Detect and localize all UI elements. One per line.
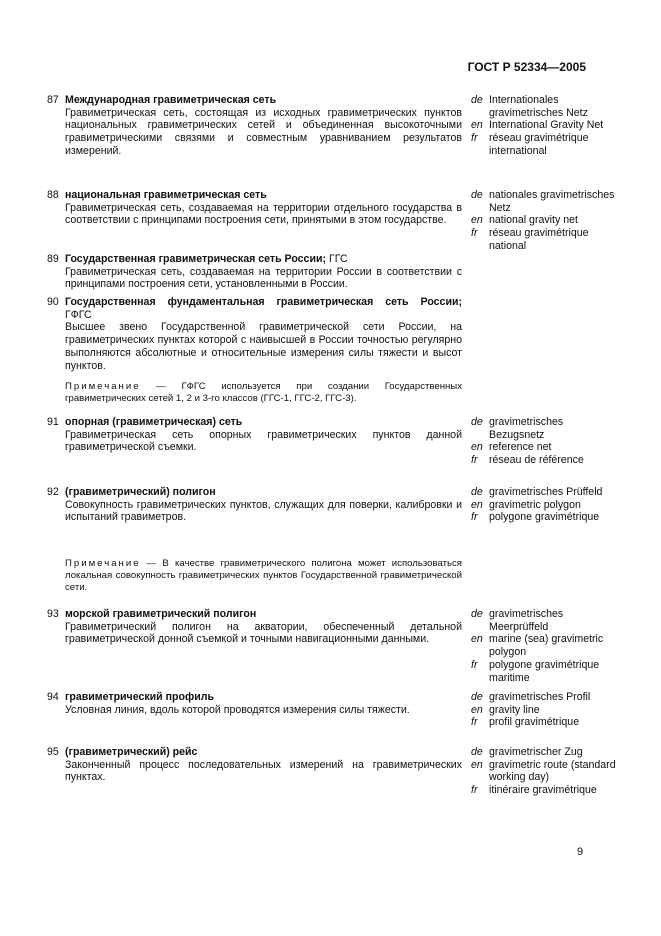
term-title: Международная гравиметрическая сеть xyxy=(65,94,277,106)
term-definition: Законченный процесс последовательных измерений на гравиметрических пунктах. xyxy=(65,758,462,784)
equivalent-de: de gravimetrisches Profil xyxy=(471,691,591,703)
term-definition: Гравиметрическая сеть, создаваемая на территории отдельного государства в соответствии с принципами построения сети, принятыми в этом государстве. xyxy=(65,201,462,227)
term-title: морской гравиметрический полигон xyxy=(65,608,257,620)
foreign-equivalents-94 xyxy=(471,691,621,729)
equivalent-en: en national gravity net xyxy=(471,214,578,227)
foreign-equivalents-92 xyxy=(471,486,621,524)
term-definition: Гравиметрическая сеть, создаваемая на территории России в соответствии с принципами построения сети, установленными в России. xyxy=(65,265,462,291)
term-entry-91 xyxy=(47,416,462,454)
equivalent-fr: fr itinéraire gravimétrique xyxy=(471,784,597,797)
term-note: Примечание — В качестве гравиметрического полигона может использоваться локальная совокупность гравиметрических пунктов Государственной гравиметрической сети. xyxy=(65,558,462,594)
equivalent-fr: fr réseau gravimétrique national xyxy=(471,227,589,252)
equivalent-fr: fr profil gravimétrique xyxy=(471,716,580,729)
term-entry-89 xyxy=(47,253,462,291)
term-entry-93 xyxy=(47,608,462,646)
term-number: 89 xyxy=(47,253,59,265)
term-entry-90 xyxy=(47,296,462,405)
equivalent-fr: fr polygone gravimétrique xyxy=(471,511,600,524)
term-title: Государственная гравиметрическая сеть России; ГГС xyxy=(65,253,348,265)
foreign-equivalents-93 xyxy=(471,608,621,684)
equivalent-fr: fr réseau de référence xyxy=(471,454,584,467)
term-title: Государственная фундаментальная гравиметрическая сеть России; xyxy=(65,296,462,308)
term-entry-95 xyxy=(47,746,462,784)
term-definition: Гравиметрический полигон на акватории, обеспеченный детальной гравиметрической донной съемкой и точными навигационными данными. xyxy=(65,620,462,646)
equivalent-fr: fr polygone gravimétrique maritime xyxy=(471,658,600,684)
term-title: опорная (гравиметрическая) сеть xyxy=(65,416,243,428)
foreign-equivalents-87 xyxy=(471,94,621,158)
term-entry-87 xyxy=(47,94,462,158)
term-title: гравиметрический профиль xyxy=(65,691,214,703)
equivalent-fr: fr réseau gravimétrique international xyxy=(471,132,589,157)
term-entry-92 xyxy=(47,486,462,594)
term-number: 92 xyxy=(47,486,59,498)
term-number: 88 xyxy=(47,189,59,201)
term-number: 91 xyxy=(47,416,59,428)
term-title: национальная гравиметрическая сеть xyxy=(65,189,267,201)
equivalent-en: en gravimetric polygon xyxy=(471,498,581,511)
equivalent-de: de Internationales gravimetrisches Netz xyxy=(471,94,588,119)
equivalent-en: en gravity line xyxy=(471,703,540,716)
foreign-equivalents-95 xyxy=(471,746,621,797)
term-title: (гравиметрический) рейс xyxy=(65,746,198,758)
term-abbreviation: ГГС xyxy=(328,253,348,265)
term-definition: Условная линия, вдоль которой проводятся измерения силы тяжести. xyxy=(65,703,410,716)
page-number: 9 xyxy=(577,846,584,858)
term-entry-94 xyxy=(47,691,462,716)
term-number: 93 xyxy=(47,608,59,620)
equivalent-en: en International Gravity Net xyxy=(471,119,604,132)
equivalent-de: de gravimetrisches Meerprüffeld xyxy=(471,608,564,633)
foreign-equivalents-88 xyxy=(471,189,621,253)
term-definition: Совокупность гравиметрических пунктов, служащих для поверки, калибровки и испытаний гравиметров. xyxy=(65,498,462,524)
term-number: 87 xyxy=(47,94,59,106)
term-number: 90 xyxy=(47,296,59,308)
term-abbreviation: ГФГС xyxy=(65,308,92,321)
equivalent-en: en gravimetric route (standard working day) xyxy=(471,758,616,784)
equivalent-de: de gravimetrisches Bezugsnetz xyxy=(471,416,564,441)
term-number: 95 xyxy=(47,746,59,758)
equivalent-en: en reference net xyxy=(471,441,552,454)
term-title: (гравиметрический) полигон xyxy=(65,486,216,498)
term-number: 94 xyxy=(47,691,59,703)
equivalent-en: en marine (sea) gravimetric polygon xyxy=(471,633,604,659)
term-definition: Гравиметрическая сеть опорных гравиметрических пунктов данной гравиметрической съемки. xyxy=(65,428,462,454)
equivalent-de: de gravimetrischer Zug xyxy=(471,746,583,758)
term-definition: Гравиметрическая сеть, состоящая из исходных гравиметрических пунктов национальных гравиметрических сетей и объединенная высокоточными гравиметрическими связями и совместным уравниванием результатов измерений. xyxy=(65,106,462,157)
term-definition: Высшее звено Государственной гравиметрической сети России, на гравиметрических пунктах которой с наивысшей в России точностью регулярно выполняются абсолютные и относительные измерения силы тяжести и высот пунктов. xyxy=(65,321,462,372)
term-entry-88 xyxy=(47,189,462,227)
equivalent-de: de nationales gravimetrisches Netz xyxy=(471,189,615,214)
foreign-equivalents-91 xyxy=(471,416,621,467)
term-note: Примечание — ГФГС используется при создании Государственных гравиметрических сетей 1, 2 и 3-го классов (ГГС-1, ГГС-2, ГГС-3). xyxy=(65,381,462,405)
document-header: ГОСТ Р 52334—2005 xyxy=(467,60,586,74)
equivalent-de: de gravimetrisches Prüffeld xyxy=(471,486,603,498)
